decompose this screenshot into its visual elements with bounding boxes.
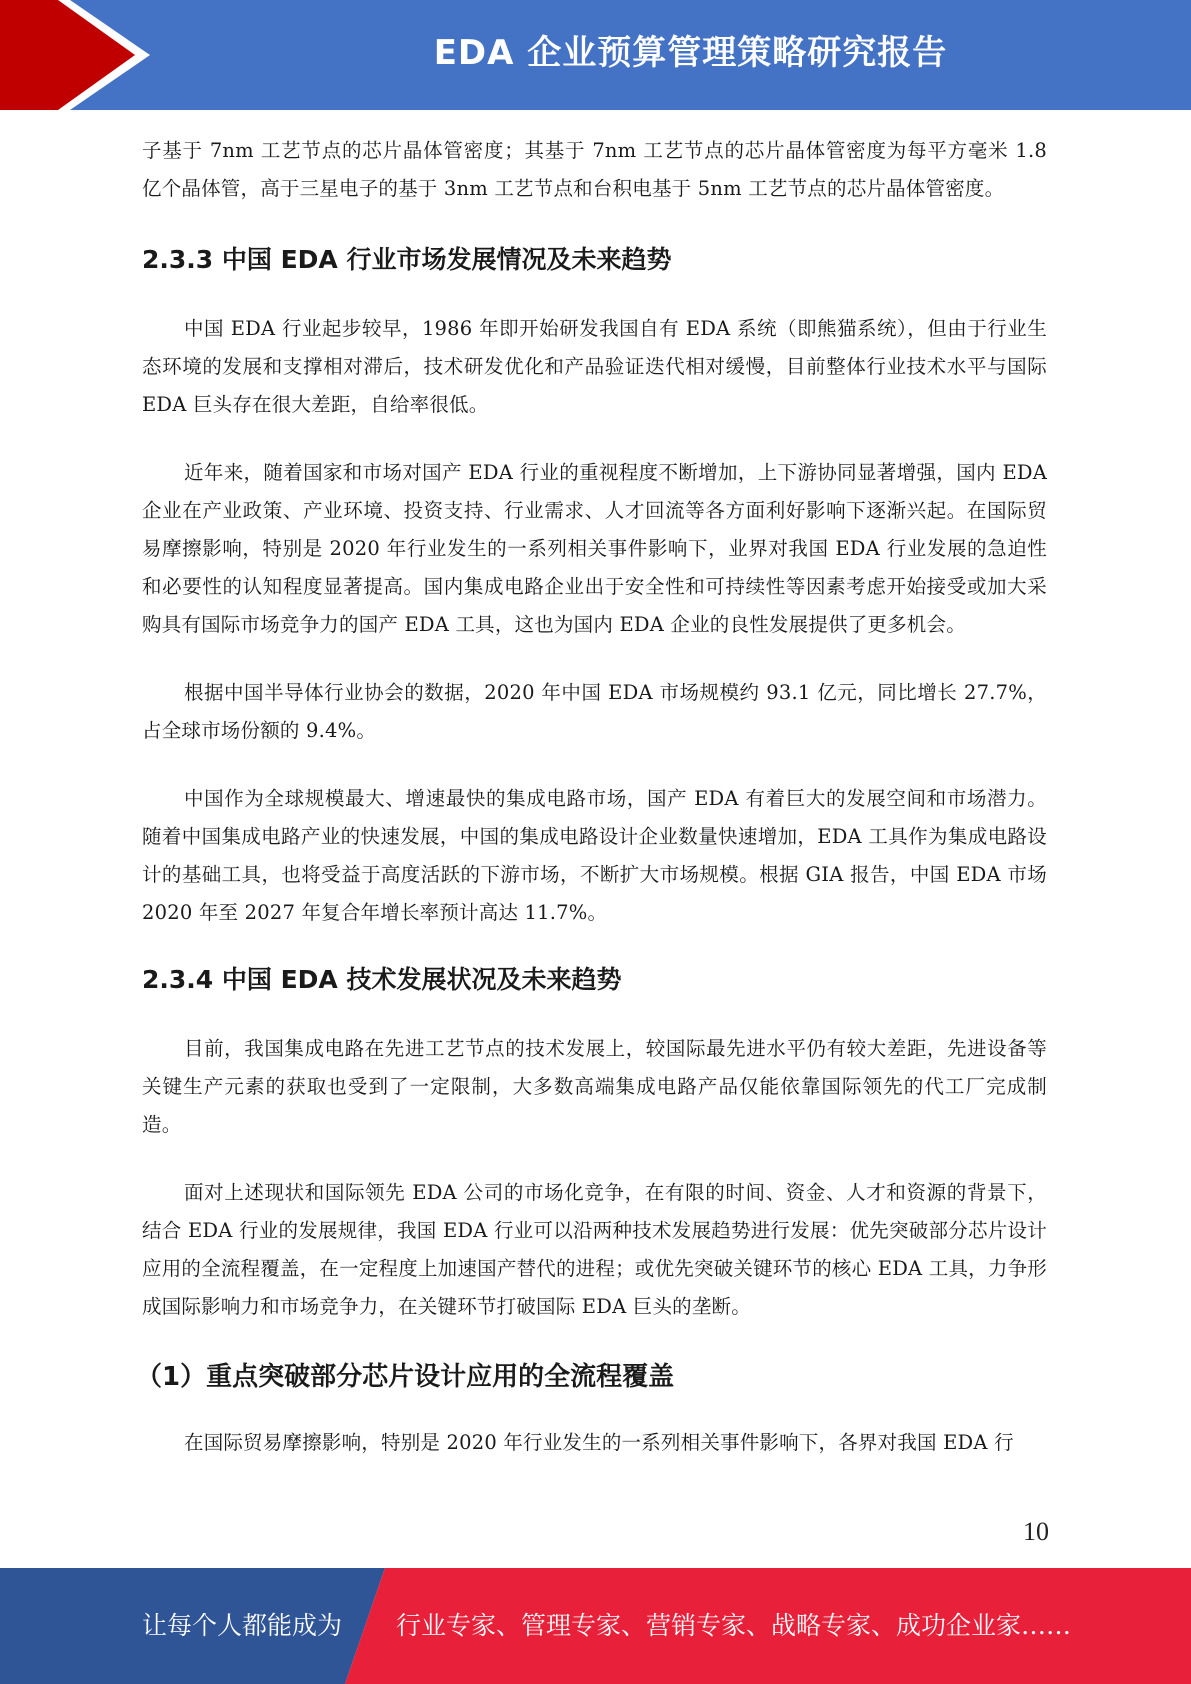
page-footer	[0, 1568, 1191, 1684]
section-heading-2-3-4: 2.3.4 中国 EDA 技术发展状况及未来趋势	[142, 965, 622, 994]
header-arrow-shape	[0, 0, 135, 110]
paragraph: 中国作为全球规模最大、增速最快的集成电路市场，国产 EDA 有着巨大的发展空间和市场潜力。随着中国集成电路产业的快速发展，中国的集成电路设计企业数量快速增加，EDA 工具作为集成电路设计的基础工具，也将受益于高度活跃的下游市场，不断扩大市场规模。根据 GIA 报告，中国 EDA 市场 2020 年至 2027 年复合年增长率预计高达 11.7%。	[142, 787, 1047, 924]
page-number: 10	[1023, 1517, 1049, 1546]
section-heading-2-3-3: 2.3.3 中国 EDA 行业市场发展情况及未来趋势	[142, 245, 672, 274]
footer-slogan-left: 让每个人都能成为	[142, 1611, 343, 1640]
document-body	[136, 132, 1047, 1462]
footer-slogan-right: 行业专家、管理专家、营销专家、战略专家、成功企业家……	[396, 1611, 1072, 1640]
page-header	[0, 0, 1191, 110]
paragraph: 近年来，随着国家和市场对国产 EDA 行业的重视程度不断增加，上下游协同显著增强，国内 EDA 企业在产业政策、产业环境、投资支持、行业需求、人才回流等各方面利好影响下逐渐兴起。在国际贸易摩擦影响，特别是 2020 年行业发生的一系列相关事件影响下，业界对我国 EDA 行业发展的急迫性和必要性的认知程度显著提高。国内集成电路企业出于安全性和可持续性等因素考虑开始接受或加大采购具有国际市场竞争力的国产 EDA 工具，这也为国内 EDA 企业的良性发展提供了更多机会。	[142, 461, 1047, 636]
paragraph: 根据中国半导体行业协会的数据，2020 年中国 EDA 市场规模约 93.1 亿元，同比增长 27.7%，占全球市场份额的 9.4%。	[142, 681, 1047, 742]
intro-paragraph: 子基于 7nm 工艺节点的芯片晶体管密度；其基于 7nm 工艺节点的芯片晶体管密度为每平方毫米 1.8 亿个晶体管，高于三星电子的基于 3nm 工艺节点和台积电基于 5nm 工艺节点的芯片晶体管密度。	[142, 139, 1047, 200]
paragraph: 中国 EDA 行业起步较早，1986 年即开始研发我国自有 EDA 系统（即熊猫系统），但由于行业生态环境的发展和支撑相对滞后，技术研发优化和产品验证迭代相对缓慢，目前整体行业技术水平与国际 EDA 巨头存在很大差距，自给率很低。	[142, 317, 1047, 416]
header-arrow-decoration	[0, 0, 160, 110]
paragraph: 在国际贸易摩擦影响，特别是 2020 年行业发生的一系列相关事件影响下，各界对我国 EDA 行	[184, 1431, 1014, 1454]
header-title: EDA 企业预算管理策略研究报告	[433, 33, 948, 73]
paragraph: 目前，我国集成电路在先进工艺节点的技术发展上，较国际最先进水平仍有较大差距，先进设备等关键生产元素的获取也受到了一定限制，大多数高端集成电路产品仅能依靠国际领先的代工厂完成制造。	[142, 1037, 1047, 1136]
paragraph: 面对上述现状和国际领先 EDA 公司的市场化竞争，在有限的时间、资金、人才和资源的背景下，结合 EDA 行业的发展规律，我国 EDA 行业可以沿两种技术发展趋势进行发展：优先突破部分芯片设计应用的全流程覆盖，在一定程度上加速国产替代的进程；或优先突破关键环节的核心 EDA 工具，力争形成国际影响力和市场竞争力，在关键环节打破国际 EDA 巨头的垄断。	[142, 1181, 1047, 1318]
subsection-heading-1: （1）重点突破部分芯片设计应用的全流程覆盖	[136, 1362, 675, 1392]
